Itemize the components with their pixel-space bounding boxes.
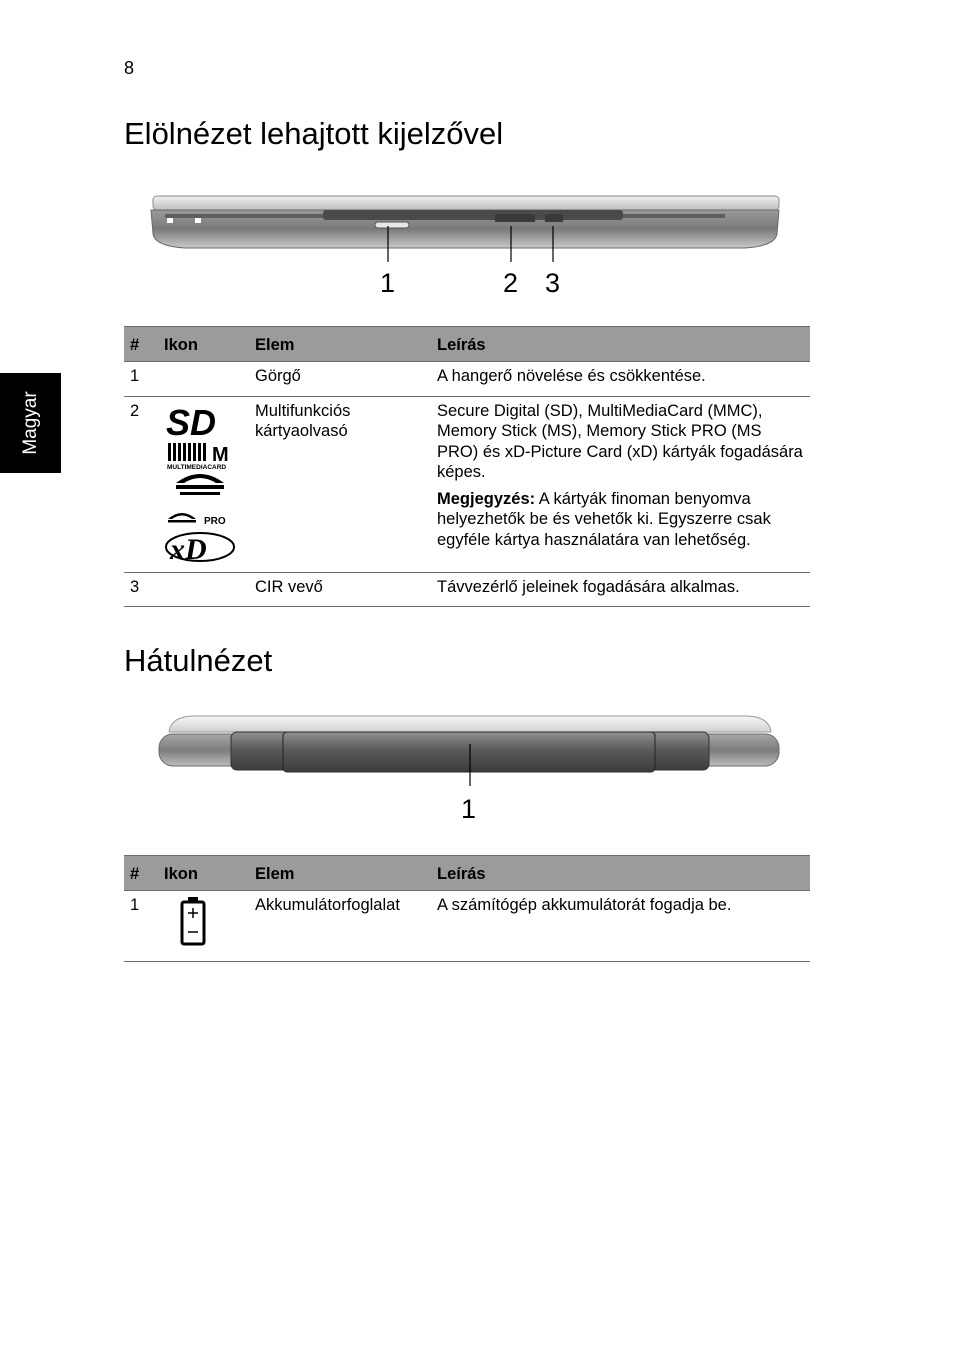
memory-stick-logo-icon — [176, 474, 224, 495]
table-header-row — [124, 327, 810, 362]
table-row — [124, 891, 810, 962]
col-header-desc: Leírás — [431, 327, 810, 362]
col-header-num: # — [124, 327, 158, 362]
table-row — [124, 396, 810, 572]
rear-view-table — [124, 855, 810, 962]
row-item: Görgő — [249, 362, 431, 397]
svg-text:xD: xD — [170, 532, 207, 563]
row-description: A hangerő növelése és csökkentése. — [431, 362, 810, 397]
table-row — [124, 362, 810, 397]
table-header-row — [124, 856, 810, 891]
battery-icon — [164, 895, 236, 947]
row-number: 1 — [124, 362, 158, 397]
side-tab-label: Magyar — [19, 391, 41, 455]
memory-stick-pro-logo-icon — [168, 513, 226, 527]
callout-3: 3 — [545, 268, 561, 298]
svg-text:MULTIMEDIACARD: MULTIMEDIACARD — [167, 463, 227, 471]
col-header-icon: Ikon — [158, 856, 249, 891]
callout-2: 2 — [503, 268, 519, 298]
card-reader-icons — [158, 396, 249, 572]
row-icon-empty — [158, 362, 249, 397]
row-icon-empty — [158, 572, 249, 607]
svg-text:PRO: PRO — [204, 515, 226, 527]
xd-logo-icon — [166, 533, 234, 563]
rear-callout-1: 1 — [461, 794, 477, 824]
row-number: 1 — [124, 891, 158, 962]
front-callout-lines — [380, 226, 560, 266]
sd-logo-icon — [166, 403, 216, 443]
col-header-desc: Leírás — [431, 856, 810, 891]
row-item: Multifunkciós kártyaolvasó — [249, 396, 431, 572]
note-paragraph: Megjegyzés: A kártyák finoman benyomva helyezhetők be és vehetők ki. Egyszerre csak egyféle kártya használatára van lehetőség. — [437, 489, 771, 549]
rear-view-title: Hátulnézet — [124, 643, 273, 678]
table-row — [124, 572, 810, 607]
mmc-logo-icon — [167, 443, 229, 471]
callout-1: 1 — [380, 268, 396, 298]
col-header-item: Elem — [249, 856, 431, 891]
row-item: Akkumulátorfoglalat — [249, 891, 431, 962]
page-number: 8 — [124, 58, 135, 78]
col-header-item: Elem — [249, 327, 431, 362]
row-description: A számítógép akkumulátorát fogadja be. — [431, 891, 810, 962]
svg-text:M: M — [212, 443, 229, 466]
row-description: Secure Digital (SD), MultiMediaCard (MMC), Memory Stick (MS), Memory Stick PRO (MS PRO) és xD-Picture Card (xD) kártyák fogadására képes. Megjegyzés: A kártyák finoman benyomva helyezhetők be és vehetők ki. Egyszerre csak egyféle kártya használatára van lehetőség. — [431, 396, 810, 572]
front-view-title: Elölnézet lehajtott kijelzővel — [124, 116, 504, 151]
row-description: Távvezérlő jeleinek fogadására alkalmas. — [431, 572, 810, 607]
front-view-table — [124, 326, 810, 607]
col-header-icon: Ikon — [158, 327, 249, 362]
row-number: 3 — [124, 572, 158, 607]
language-side-tab — [0, 373, 61, 473]
svg-text:SD: SD — [166, 402, 217, 443]
row-number: 2 — [124, 396, 158, 572]
battery-icon-cell — [158, 891, 249, 962]
col-header-num: # — [124, 856, 158, 891]
row-item: CIR vevő — [249, 572, 431, 607]
rear-callout-line — [465, 744, 477, 790]
